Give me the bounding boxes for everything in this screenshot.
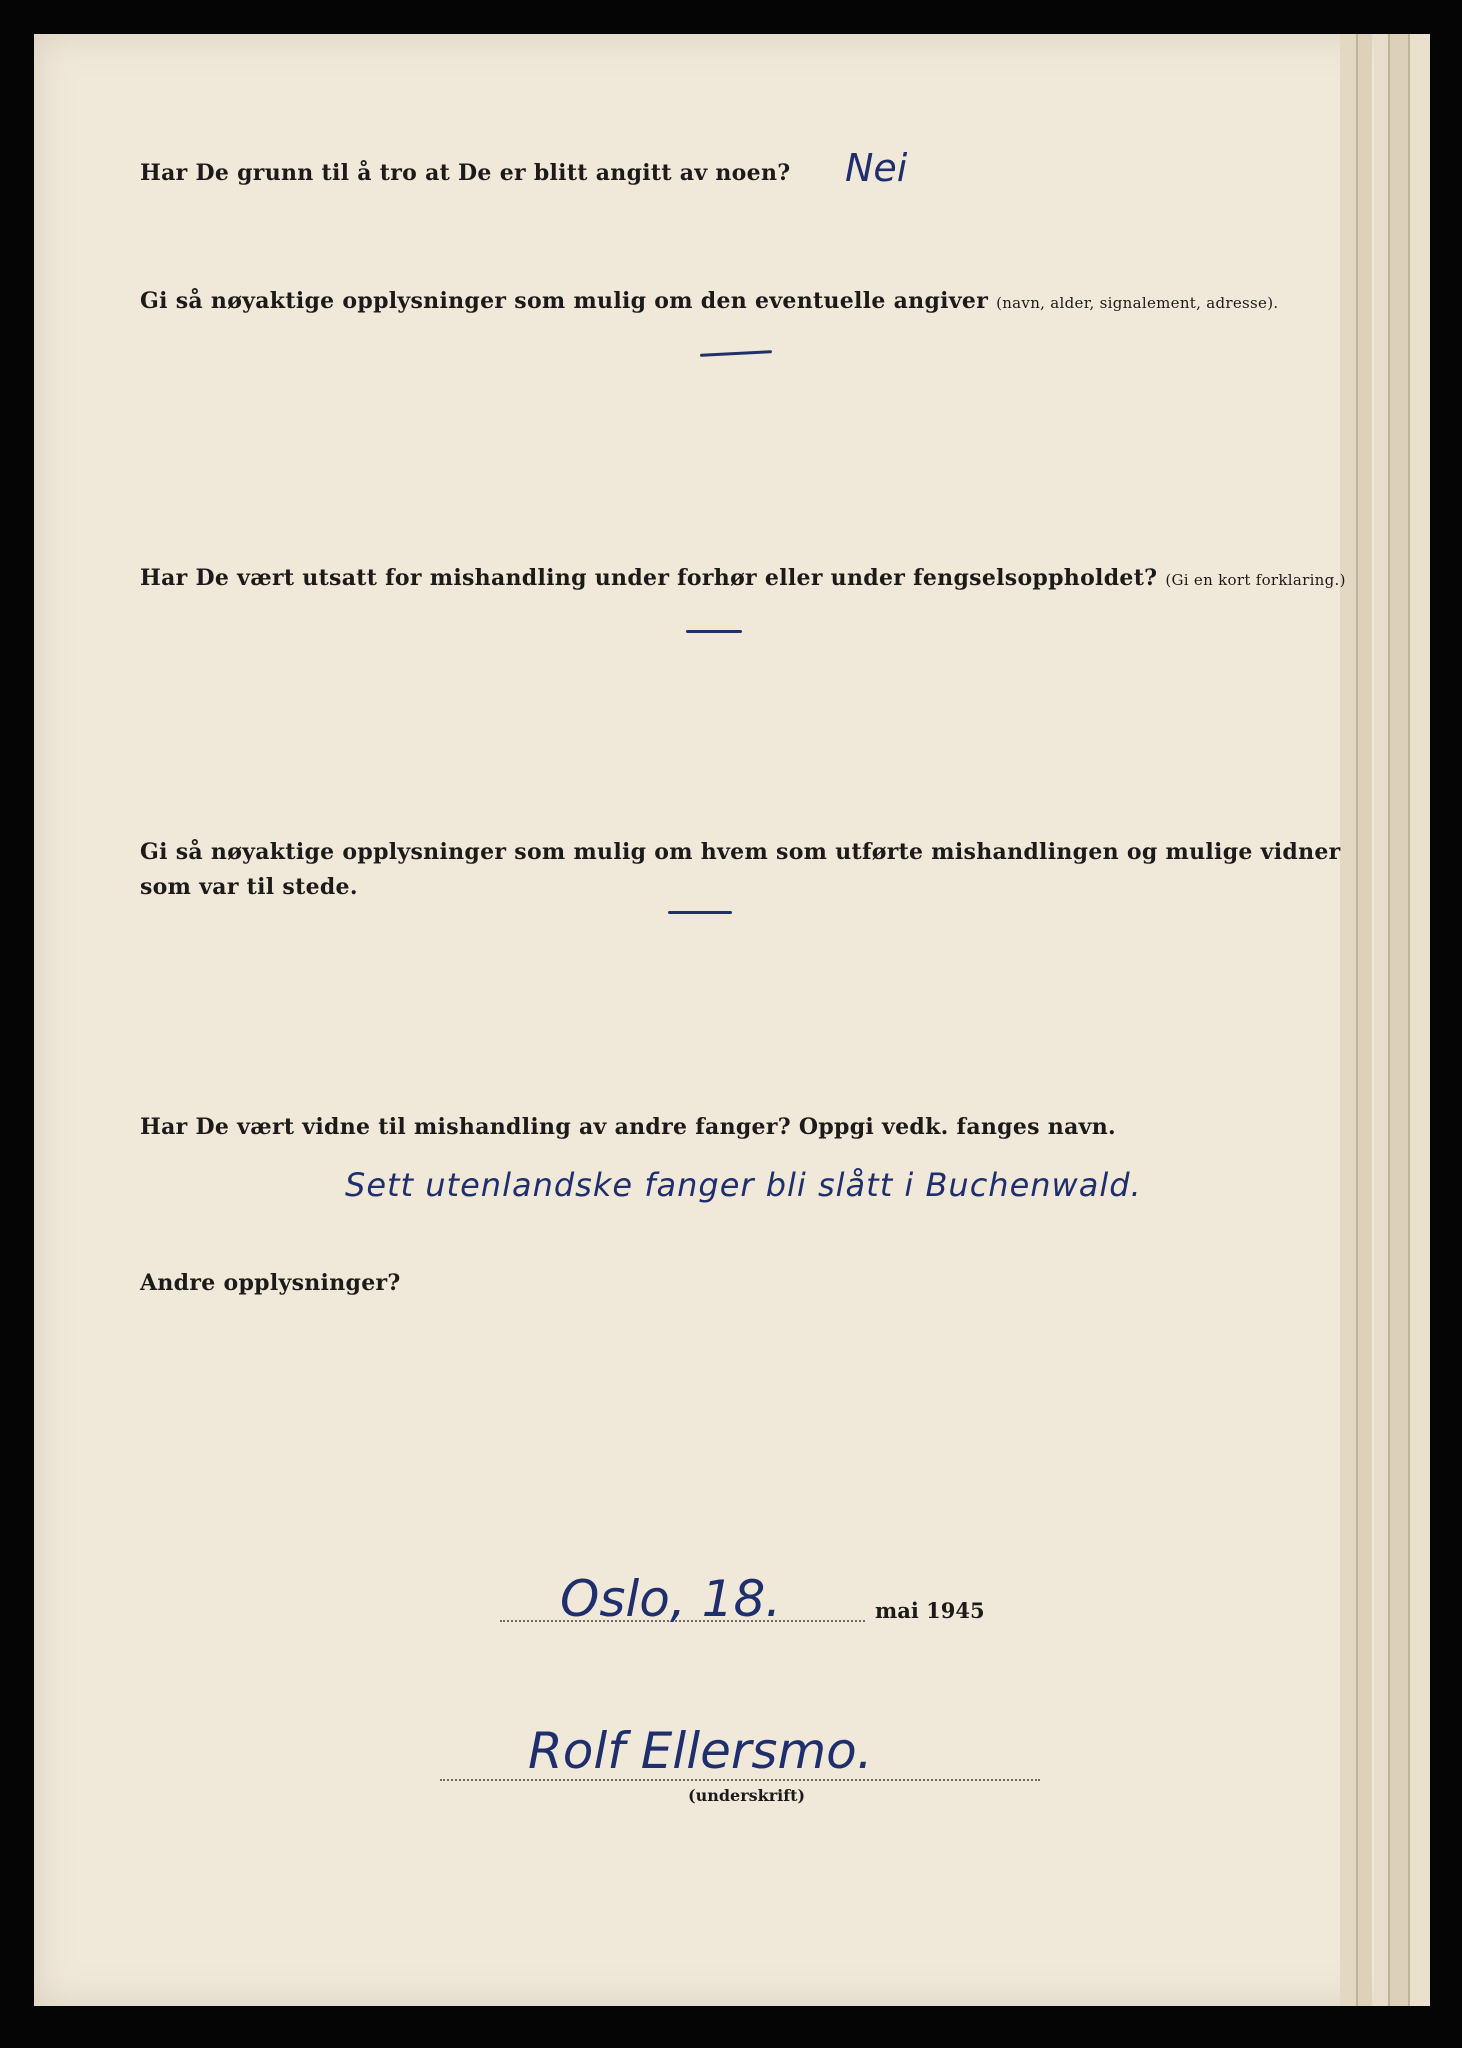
- paper-edge-line: [1388, 34, 1390, 2006]
- question-witness: [140, 1114, 1116, 1140]
- question-denounced: [140, 160, 790, 186]
- question-perpetrators: [140, 835, 1350, 905]
- question-hint: (navn, alder, signalement, adresse).: [996, 294, 1279, 312]
- answer-dash: [668, 911, 732, 914]
- question-mistreatment: [140, 565, 1346, 591]
- question-text: Gi så nøyaktige opplysninger som mulig om hvem som utførte mishandlingen og mulige vidner som var til stede.: [140, 839, 1341, 900]
- question-text: Har De vært utsatt for mishandling under forhør eller under fengselsoppholdet?: [140, 565, 1158, 591]
- paper-edge: [1340, 34, 1356, 2006]
- question-text: Har De vært vidne til mishandling av andre fanger? Oppgi vedk. fanges navn.: [140, 1114, 1116, 1140]
- paper-edge: [1358, 34, 1372, 2006]
- answer-witness: Sett utenlandske fanger bli slått i Buchenwald.: [345, 1166, 1142, 1204]
- question-informant-details: [140, 288, 1278, 314]
- question-hint: (Gi en kort forklaring.): [1165, 571, 1346, 589]
- paper-edge: [1410, 34, 1430, 2006]
- question-text: Har De grunn til å tro at De er blitt angitt av noen?: [140, 160, 791, 186]
- paper-edge: [1390, 34, 1408, 2006]
- question-other-info: [140, 1270, 401, 1296]
- paper-edge-line: [1408, 34, 1410, 2006]
- paper-edge: [1374, 34, 1388, 2006]
- question-text: Andre opplysninger?: [140, 1270, 401, 1296]
- place-date: Oslo, 18.: [560, 1570, 782, 1628]
- signature-caption: (underskrift): [688, 1786, 806, 1805]
- month-year: mai 1945: [875, 1598, 985, 1623]
- document-page: [34, 34, 1429, 2006]
- answer-denounced: Nei: [845, 146, 908, 190]
- answer-dash: [686, 630, 742, 633]
- question-text: Gi så nøyaktige opplysninger som mulig om den eventuelle angiver: [140, 288, 989, 314]
- signature: Rolf Ellersmo.: [528, 1722, 873, 1780]
- paper-edge-line: [1356, 34, 1358, 2006]
